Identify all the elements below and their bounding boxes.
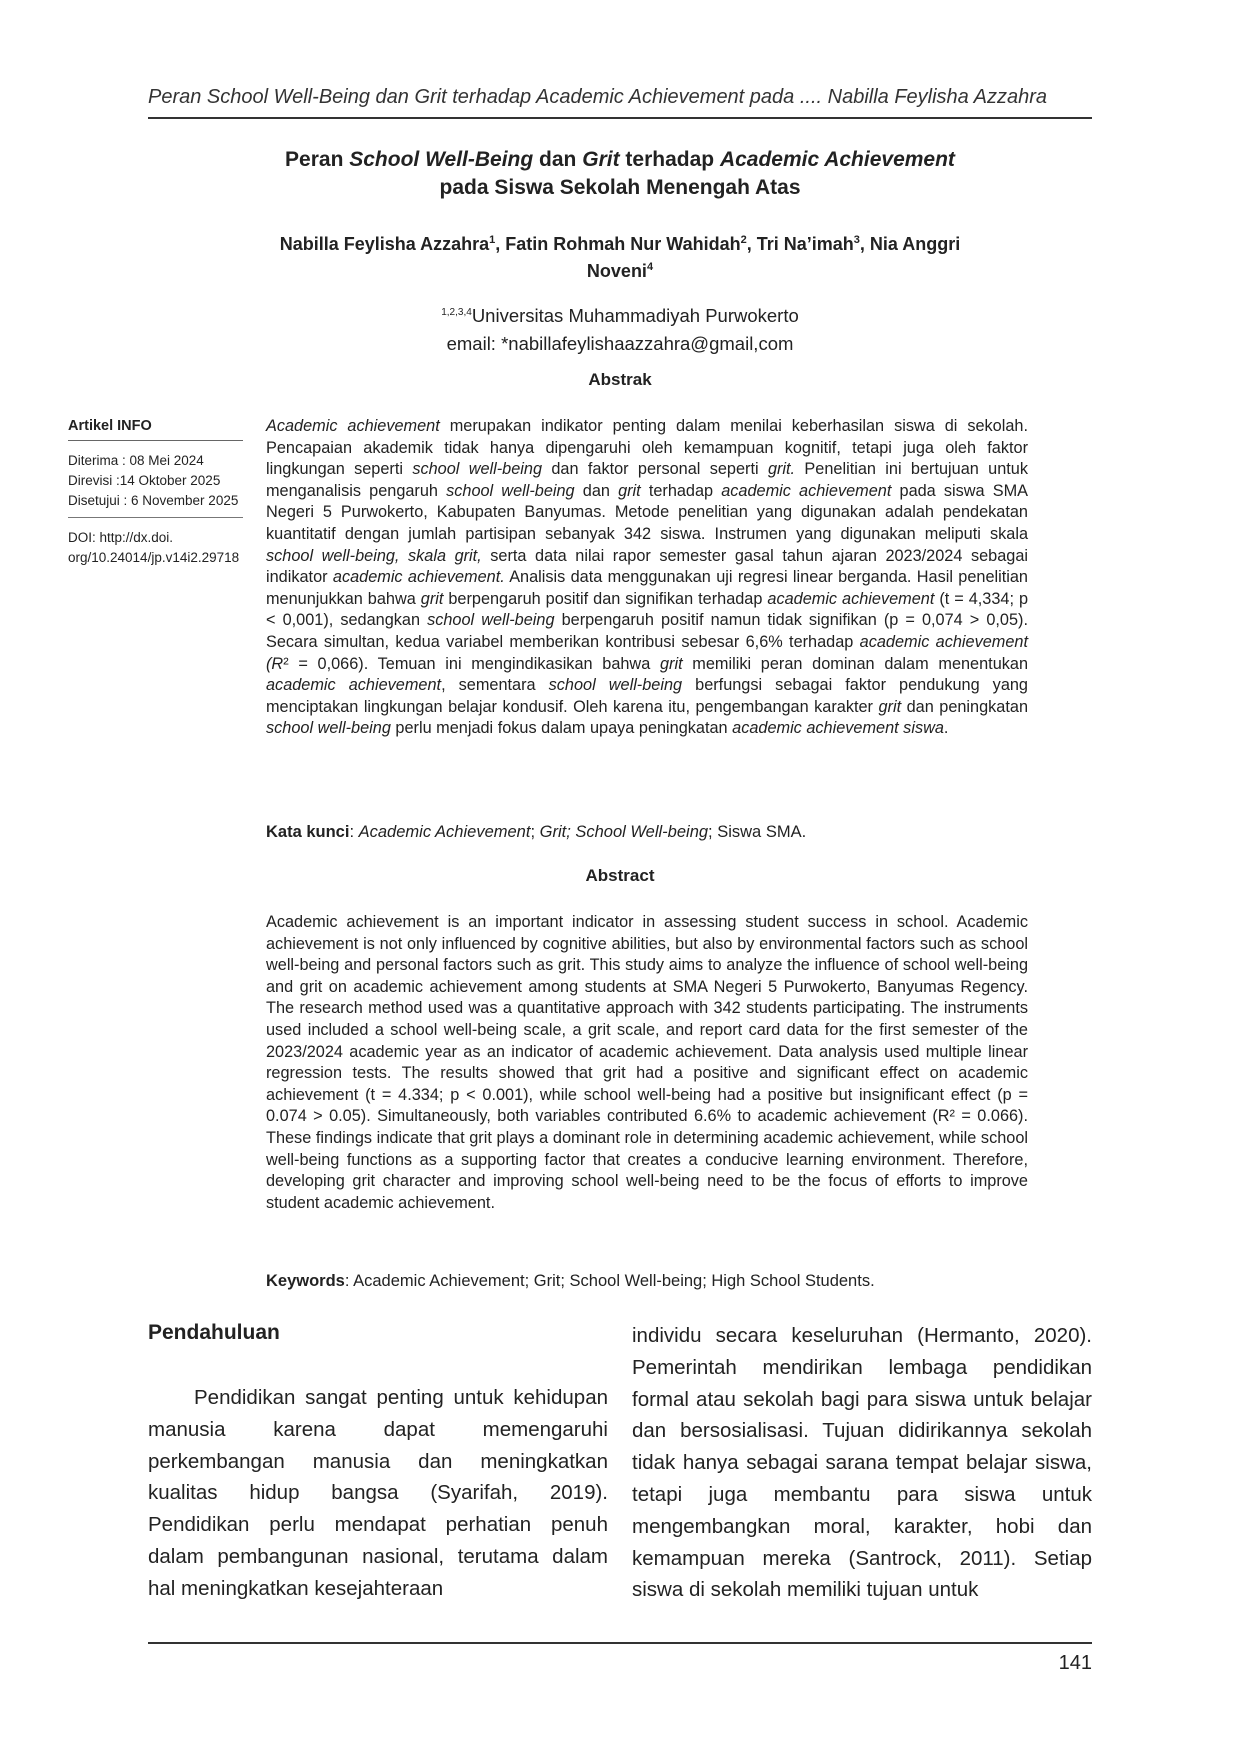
revised-date: Direvisi :14 Oktober 2025 [68, 473, 221, 488]
title-part: terhadap [619, 148, 720, 171]
keywords-label: Keywords [266, 1272, 345, 1290]
kata-kunci-fragment: ; Siswa SMA. [708, 823, 807, 841]
abstrak-fragment: academic achievement [767, 589, 935, 608]
keywords [266, 1272, 1066, 1291]
article-info-panel [68, 418, 243, 568]
title-part: dan [533, 148, 583, 171]
affiliation-line [148, 302, 1092, 330]
abstrak-fragment: academic achievement siswa [732, 719, 944, 738]
affiliation-mark: 1,2,3,4 [441, 306, 472, 318]
kata-kunci-label: Kata kunci [266, 823, 350, 841]
abstrak-fragment: berpengaruh positif namun tidak signifikan (p = 0,074 > 0,05). Secara simultan, kedua variabel memberikan kontribusi sebesar 6,6% terhadap [266, 611, 1028, 651]
abstrak-fragment: school well-being, skala grit, [266, 546, 482, 565]
abstract-heading: Abstract [585, 866, 655, 885]
abstrak-body [266, 416, 1028, 740]
abstrak-fragment: academic achievement [266, 676, 442, 695]
doi-line: org/10.24014/jp.v14i2.29718 [68, 550, 240, 565]
abstrak-fragment: grit [878, 697, 902, 716]
university-name: Universitas Muhammadiyah Purwokerto [471, 305, 799, 326]
accepted-date: Disetujui : 6 November 2025 [68, 493, 239, 508]
abstrak-fragment: merupakan indikator penting dalam menilai keberhasilan siswa di sekolah. Pencapaian akademik tidak hanya dipengaruhi oleh kemampuan kognitif, tetapi juga oleh faktor lingkungan seperti [266, 417, 1028, 479]
doi-line: DOI: http://dx.doi. [68, 530, 174, 545]
abstrak-fragment: school well-being [412, 460, 543, 479]
title-part: Grit [582, 148, 620, 171]
author-affil-mark: 1 [489, 234, 496, 246]
abstrak-fragment: academic achievement (R [266, 632, 1028, 673]
abstrak-fragment: academic achievement. [332, 568, 505, 587]
author-list [270, 231, 970, 285]
abstrak-fragment: Analisis data menggunakan uji regresi linear berganda. Hasil penelitian menunjukkan bahwa [266, 568, 1028, 608]
author-affil-mark: 2 [740, 234, 747, 246]
abstrak-fragment: serta data nilai rapor semester gasal tahun ajaran 2023/2024 sebagai indikator [266, 546, 1028, 587]
affiliation [148, 302, 1092, 358]
abstrak-fragment: terhadap [640, 481, 722, 500]
abstrak-fragment: (t = 4,334; p < 0,001), sedangkan [266, 589, 1029, 630]
abstrak-fragment: grit. [767, 460, 796, 479]
author-affil-mark: 3 [853, 234, 860, 246]
article-dates [68, 441, 243, 518]
page-number: 141 [1058, 1652, 1092, 1674]
kata-kunci [266, 823, 1066, 842]
abstrak-heading: Abstrak [588, 370, 652, 389]
abstrak-fragment: . [943, 719, 949, 738]
abstrak-fragment: perlu menjadi fokus dalam upaya peningkatan [390, 719, 733, 738]
title-line-1 [148, 146, 1092, 174]
author-affil-mark: 4 [646, 261, 654, 273]
author-name: , Tri Na’imah [746, 234, 854, 254]
abstrak-fragment: pada siswa SMA Negeri 5 Purwokerto, Kabupaten Banyumas. Metode penelitian yang digunakan adalah pendekatan kuantitatif dengan jumlah partisipan sebanyak 342 siswa. Instrumen yang digunakan meliputi skala [266, 481, 1028, 543]
body-column-left: Pendidikan sangat penting untuk kehidupan manusia karena dapat memengaruhi perkembangan manusia dan meningkatkan kualitas hidup bangsa (Syarifah, 2019). Pendidikan perlu mendapat perhatian penuh dalam pembangunan nasional, terutama dalam hal meningkatkan kesejahteraan [148, 1386, 608, 1600]
received-date: Diterima : 08 Mei 2024 [68, 453, 204, 468]
abstrak-fragment: Penelitian ini bertujuan untuk menganalisis pengaruh [266, 460, 1028, 500]
author-name: Nabilla Feylisha Azzahra [279, 234, 490, 254]
footer-divider [148, 1642, 1092, 1644]
abstract-body: Academic achievement is an important indicator in assessing student success in school. Academic achievement is not only influenced by cognitive abilities, but also by environmental factors such as school well-being and personal factors such as grit. This study aims to analyze the influence of school well-being and grit on academic achievement among students at SMA Negeri 5 Purwokerto, Banyumas Regency. The research method used was a quantitative approach with 342 students participating. The instruments used included a school well-being scale, a grit scale, and report card data for the first semester of the 2023/2024 academic year as an indicator of academic achievement. Data analysis used multiple linear regression tests. The results showed that grit had a positive and significant effect on academic achievement (t = 4.334; p < 0.001), while school well-being had a positive but insignificant effect (p = 0.074 > 0.05). Simultaneously, both variables contributed 6.6% to academic achievement (R² = 0.066). These findings indicate that grit plays a dominant role in determining academic achievement, while school well-being functions as a supporting factor that creates a conducive learning environment. Therefore, developing grit character and improving school well-being need to be the focus of efforts to improve student academic achievement. [266, 913, 1028, 1212]
abstrak-fragment: grit [659, 654, 683, 673]
abstrak-fragment: ² = 0,066). Temuan ini mengindikasikan bahwa [283, 654, 660, 673]
author-email: email: *nabillafeylishaazzahra@gmail,com [446, 333, 794, 354]
running-header: Peran School Well-Being dan Grit terhadap Academic Achievement pada .... Nabilla Feylisha Azzahra [148, 86, 1047, 108]
title-part: Academic Achievement [719, 148, 955, 171]
kata-kunci-fragment: Academic Achievement [358, 823, 531, 841]
title-part: School Well-Being [349, 148, 534, 171]
article-info-heading: Artikel INFO [68, 418, 243, 441]
abstrak-fragment: berfungsi sebagai faktor pendukung yang menciptakan lingkungan belajar kondusif. Oleh karena itu, pengembangan karakter [266, 676, 1028, 716]
paper-title [148, 146, 1092, 202]
kata-kunci-fragment: : [349, 823, 359, 841]
abstrak-fragment: dan faktor personal seperti [542, 460, 768, 479]
title-part: Peran [285, 148, 350, 171]
abstrak-fragment: school well-being [266, 719, 391, 738]
abstrak-fragment: grit [420, 589, 444, 608]
section-heading: Pendahuluan [148, 1321, 280, 1344]
kata-kunci-fragment: ; [530, 823, 540, 841]
author-name: , Nia Anggri Noveni [586, 234, 961, 281]
body-column-right: individu secara keseluruhan (Hermanto, 2020). Pemerintah mendirikan lembaga pendidikan formal atau sekolah bagi para siswa untuk belajar dan bersosialisasi. Tujuan didirikannya sekolah tidak hanya sebagai sarana tempat belajar siswa, tetapi juga membantu para siswa untuk mengembangkan moral, karakter, hobi dan kemampuan mereka (Santrock, 2011). Setiap siswa di sekolah memiliki tujuan untuk [632, 1324, 1092, 1602]
abstrak-fragment: school well-being [548, 676, 683, 695]
author-name: , Fatin Rohmah Nur Wahidah [495, 234, 741, 254]
abstrak-fragment: academic achievement [721, 481, 892, 500]
abstrak-fragment: school well-being [427, 611, 555, 630]
doi [68, 518, 243, 568]
abstrak-fragment: , sementara [441, 676, 549, 695]
abstrak-fragment: grit [618, 481, 641, 500]
abstrak-fragment: dan [574, 481, 619, 500]
title-line-2: pada Siswa Sekolah Menengah Atas [439, 176, 801, 199]
abstrak-fragment: Academic achievement [266, 417, 440, 435]
keywords-text: : Academic Achievement; Grit; School Well-being; High School Students. [344, 1272, 875, 1290]
header-divider [148, 117, 1092, 119]
abstrak-fragment: memiliki peran dominan dalam menentukan [682, 654, 1028, 673]
kata-kunci-fragment: Grit; School Well-being [539, 823, 709, 841]
abstrak-fragment: berpengaruh positif dan signifikan terhadap [443, 589, 768, 608]
abstrak-fragment: school well-being [446, 481, 575, 500]
abstrak-fragment: dan peningkatan [901, 697, 1028, 716]
